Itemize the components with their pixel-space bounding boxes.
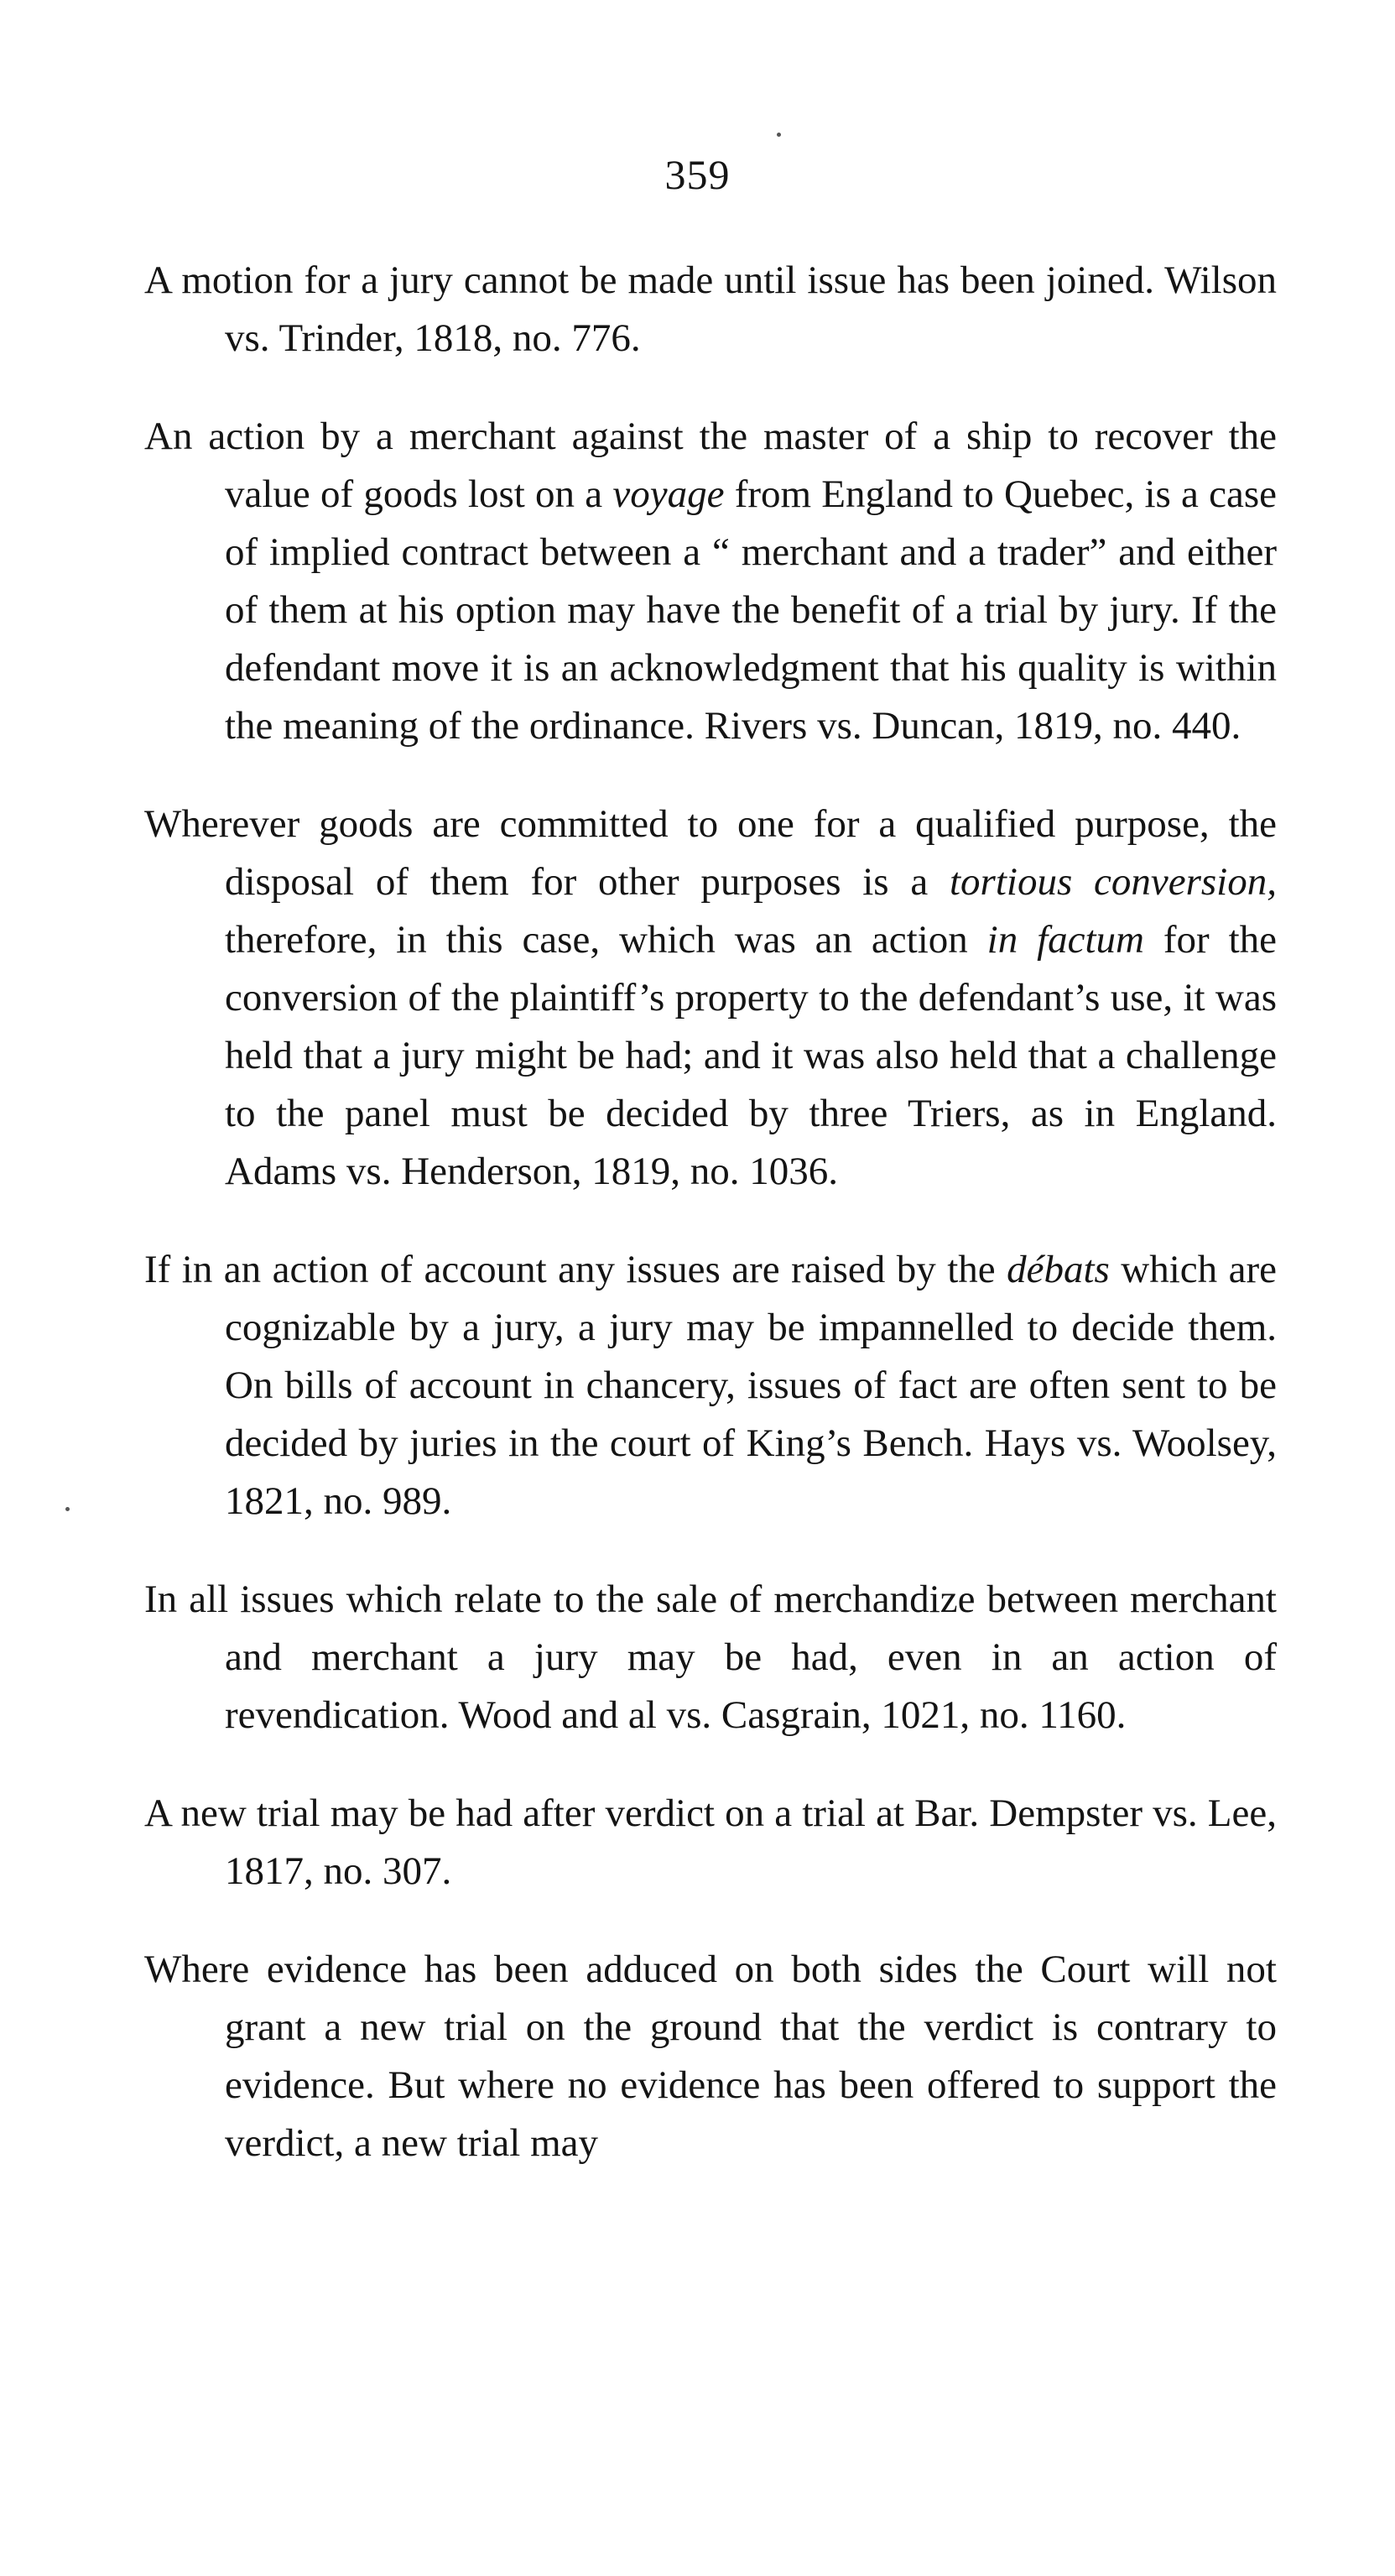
entry-italic-term: in factum [986, 918, 1144, 962]
entry-text: from England to Quebec, is a case of implied contract between a “ merchant and a trader” and either of them at his option may have the benefit of a trial by jury. If the defendant move it is an acknowledgment that his quality is within the meaning of the ordinance. [225, 472, 1277, 748]
digest-entries [144, 252, 1277, 2213]
entry-italic-term: débats [1007, 1248, 1110, 1291]
case-citation: Adams vs. Henderson, 1819, no. 1036. [225, 1150, 839, 1193]
entry-italic-term: tortious conversion, [950, 860, 1277, 904]
digest-entry-jury-motion [144, 252, 1277, 368]
digest-entry-new-trial-evidence [144, 1941, 1277, 2172]
page-number: 359 [664, 151, 731, 198]
digest-entry-action-of-account [144, 1241, 1277, 1530]
entry-text: for the conversion of the plaintiff’s property to the defendant’s use, it was held that a jury might be had; and it was also held that a challenge to the panel must be decided by three Triers, as in England. [225, 918, 1277, 1135]
entry-text: An action by a merchant against the master of a ship to recover the value of goods lost on a [144, 415, 1277, 516]
digest-entry-merchandize-sale [144, 1571, 1277, 1744]
entry-text: Wherever goods are committed to one for a qualified purpose, the disposal of them for other purposes is a [144, 802, 1277, 904]
entry-text: A motion for a jury cannot be made until issue has been joined. [144, 258, 1154, 302]
entry-italic-term: voyage [612, 472, 725, 516]
ink-speck [777, 133, 781, 137]
entry-text: If in an action of account any issues are raised by the [144, 1248, 1007, 1291]
entry-text: A new trial may be had after verdict on a trial at Bar. [144, 1791, 980, 1835]
ink-speck [65, 1507, 70, 1511]
entry-text: therefore, in this case, which was an action [225, 918, 987, 962]
entry-text: In all issues which relate to the sale of merchandize between merchant and merchant a jury may be had, even in an action of revendication. [144, 1577, 1277, 1737]
digest-entry-tortious-conversion [144, 795, 1277, 1201]
entry-text: which are cognizable by a jury, a jury may be impannelled to decide them. On bills of account in chancery, issues of fact are often sent to be decided by juries in the court of King’s Bench. [225, 1248, 1277, 1465]
case-citation: Wilson vs. Trinder, 1818, no. 776. [225, 258, 1277, 360]
case-citation: Dempster vs. Lee, 1817, no. 307. [225, 1791, 1277, 1893]
digest-entry-merchant-action [144, 408, 1277, 755]
case-citation: Rivers vs. Duncan, 1819, no. 440. [704, 704, 1241, 748]
digest-entry-new-trial-at-bar [144, 1785, 1277, 1901]
case-citation: Hays vs. Woolsey, 1821, no. 989. [225, 1421, 1277, 1523]
entry-text: Where evidence has been adduced on both sides the Court will not grant a new trial on the ground that the verdict is contrary to evidence. But where no evidence has been offered to support the verdict, a new trial may [144, 1948, 1277, 2165]
case-citation: Wood and al vs. Casgrain, 1021, no. 1160. [458, 1693, 1127, 1737]
